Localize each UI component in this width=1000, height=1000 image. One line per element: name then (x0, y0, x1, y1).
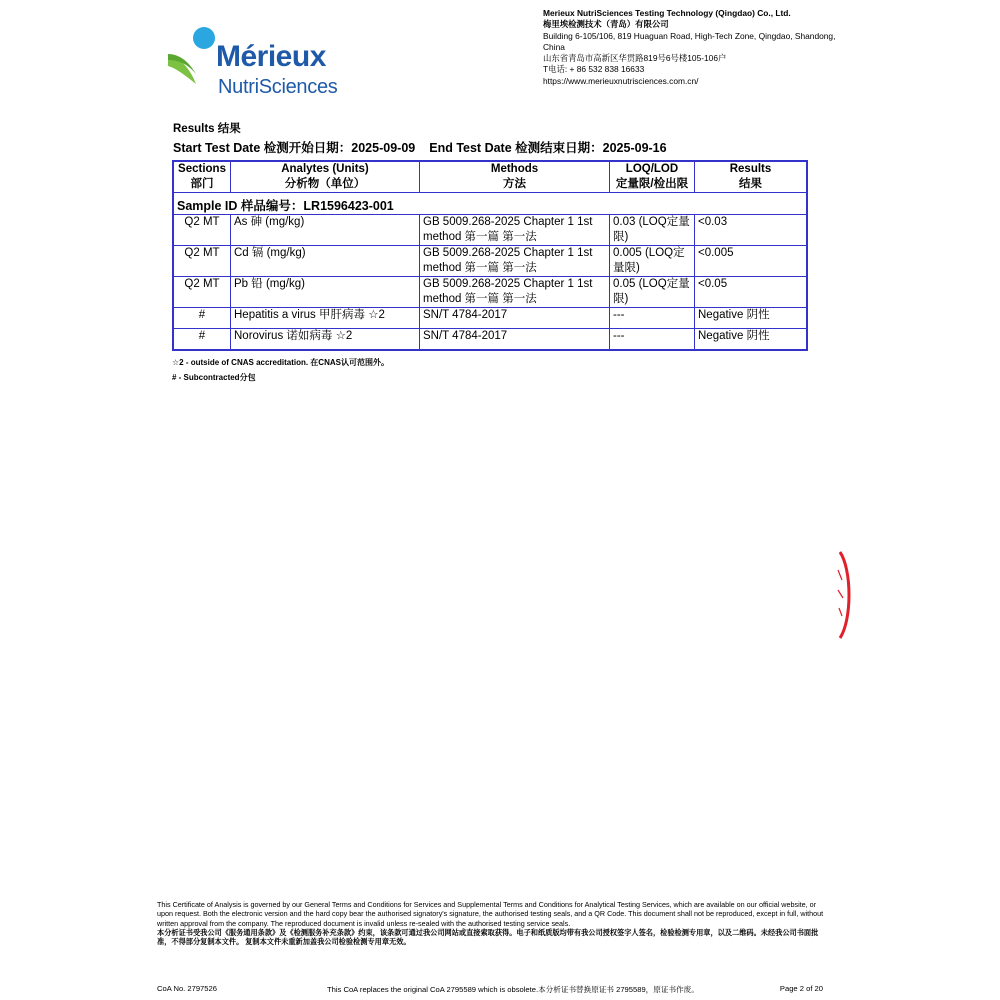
table-row (173, 329, 807, 351)
cell-section: # (173, 329, 231, 351)
cell-section: Q2 MT (173, 277, 231, 308)
disclaimer (157, 900, 827, 946)
table-row (173, 246, 807, 277)
company-address-en: Building 6-105/106, 819 Huaguan Road, High-Tech Zone, Qingdao, Shandong, China (543, 30, 836, 52)
company-logo (166, 24, 356, 98)
company-name-cn: 梅里埃检测技术（青岛）有限公司 (543, 19, 669, 30)
company-website[interactable]: https://www.merieuxnutrisciences.com.cn/ (543, 75, 699, 86)
cell-loq: --- (610, 308, 695, 329)
company-header (543, 8, 843, 87)
cell-method: GB 5009.268-2025 Chapter 1 1st method 第一篇 第一法 (420, 246, 610, 277)
column-header-results: Results 结果 (695, 161, 808, 193)
table-row (173, 308, 807, 329)
footnotes (172, 355, 389, 385)
seal-stamp-icon (832, 550, 852, 640)
start-date-value: 2025-09-09 (351, 141, 416, 155)
test-dates (173, 138, 667, 156)
cell-loq: --- (610, 329, 695, 351)
column-header-loq-lod: LOQ/LOD 定量限/检出限 (610, 161, 695, 193)
footnote-cnas: ☆2 - outside of CNAS accreditation. 在CNAS认可范围外。 (172, 358, 389, 367)
sample-id-row (173, 193, 807, 215)
table-header-row (173, 161, 807, 193)
cell-analyte: Pb 铅 (mg/kg) (231, 277, 420, 308)
logo-text-merieux: Mérieux (216, 40, 326, 73)
column-header-analytes: Analytes (Units) 分析物（单位） (231, 161, 420, 193)
company-address-cn: 山东省青岛市高新区华贯路819号6号楼105-106户 (543, 53, 727, 64)
cell-result: Negative 阴性 (695, 308, 808, 329)
logo-text-nutrisciences: NutriSciences (218, 76, 338, 98)
company-phone: T电话: + 86 532 838 16633 (543, 64, 645, 75)
cell-method: GB 5009.268-2025 Chapter 1 1st method 第一篇 第一法 (420, 277, 610, 308)
table-row (173, 277, 807, 308)
end-date-label: End Test Date 检测结束日期： (429, 141, 603, 155)
coa-number: CoA No. 2797526 (157, 984, 217, 993)
results-table (172, 160, 808, 351)
cell-result: <0.05 (695, 277, 808, 308)
cell-analyte: Cd 镉 (mg/kg) (231, 246, 420, 277)
end-date-value: 2025-09-16 (602, 141, 667, 155)
footnote-subcontracted: # - Subcontracted分包 (172, 373, 256, 382)
sample-id: Sample ID 样品编号：LR1596423-001 (173, 193, 807, 215)
cell-result: <0.005 (695, 246, 808, 277)
column-header-sections: Sections 部门 (173, 161, 231, 193)
cell-analyte: Hepatitis a virus 甲肝病毒 ☆2 (231, 308, 420, 329)
cell-loq: 0.005 (LOQ定量限) (610, 246, 695, 277)
cell-method: SN/T 4784-2017 (420, 308, 610, 329)
disclaimer-cn: 本分析证书受我公司《服务通用条款》及《检测服务补充条款》约束，该条款可通过我公司网站或直接索取获得。电子和纸质版均带有我公司授权签字人签名，检验检测专用章，以及二维码。未经我公司书面批准，不得部分复制本文件。 复制本文件未重新加盖我公司检验检测专用章无效。 (157, 927, 819, 947)
cell-section: Q2 MT (173, 246, 231, 277)
cell-analyte: As 砷 (mg/kg) (231, 215, 420, 246)
company-name-en: Merieux NutriSciences Testing Technology (Qingdao) Co., Ltd. (543, 8, 791, 18)
disclaimer-en: This Certificate of Analysis is governed by our General Terms and Conditions for Services and Supplemental Terms and Conditions for Analytical Testing Services, which are available on our official website, or upon request. Both the electronic version and the hard copy bear the authorised signatory's signature, the authorised testing seals, and a QR Code. This document shall not be reproduced, except in full, without written approval from the company. The reproduced document is invalid unless re-sealed with the authorised testing service seals. (157, 900, 824, 928)
start-date-label: Start Test Date 检测开始日期： (173, 141, 352, 155)
cell-section: # (173, 308, 231, 329)
cell-result: Negative 阴性 (695, 329, 808, 351)
results-heading: Results 结果 (173, 123, 241, 135)
page-number: Page 2 of 20 (779, 984, 823, 993)
table-row (173, 215, 807, 246)
cell-method: GB 5009.268-2025 Chapter 1 1st method 第一篇 第一法 (420, 215, 610, 246)
cell-section: Q2 MT (173, 215, 231, 246)
cell-loq: 0.05 (LOQ定量限) (610, 277, 695, 308)
coa-replacement-note: This CoA replaces the original CoA 2795589 which is obsolete.本分析证书替换原证书 2795589，原证书作废。 (327, 985, 699, 994)
cell-loq: 0.03 (LOQ定量限) (610, 215, 695, 246)
cell-method: SN/T 4784-2017 (420, 329, 610, 351)
cell-result: <0.03 (695, 215, 808, 246)
column-header-methods: Methods 方法 (420, 161, 610, 193)
cell-analyte: Norovirus 诺如病毒 ☆2 (231, 329, 420, 351)
